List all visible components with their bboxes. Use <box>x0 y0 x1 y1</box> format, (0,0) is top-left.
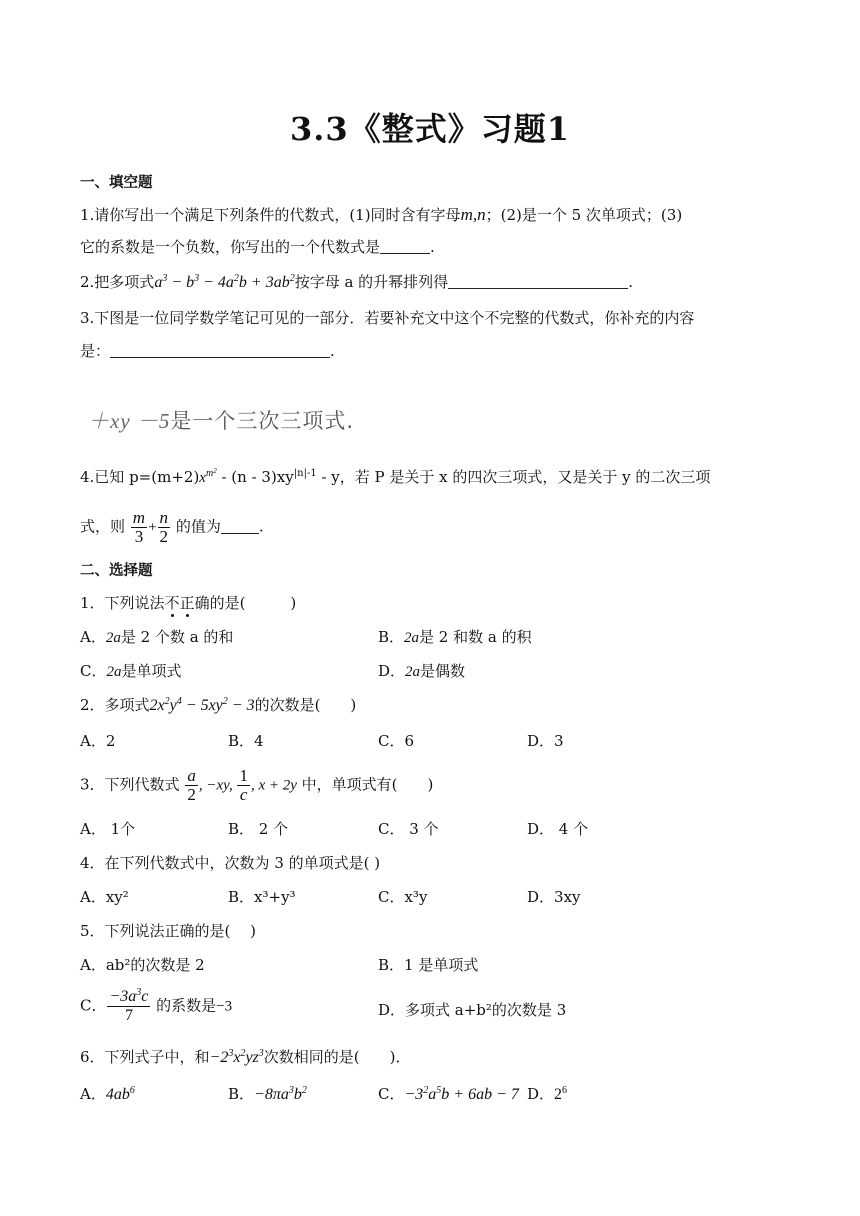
mc-question-4-option-d: D．3xy <box>527 888 581 906</box>
question-1-line-1: 1.请你写出一个满足下列条件的代数式，(1)同时含有字母m,n；(2)是一个 5 次单项式；(3) <box>80 205 683 224</box>
handwritten-note-image: ＋xy －5是一个三次三项式. <box>88 409 355 433</box>
answer-blank <box>448 274 628 289</box>
mc-question-5-option-c: C． $\frac{-3a^3c}{7}$ 的系数是−3 <box>80 987 233 1024</box>
mc-question-6-option-c: C．$-3^2a^5b + 6ab - 7$ <box>378 1085 519 1103</box>
mc-question-5: 5．下列说法正确的是( ) <box>80 922 257 940</box>
answer-blank <box>221 519 259 534</box>
mc-question-3-option-d: D． 4 个 <box>527 820 589 838</box>
mc-question-6-option-a: A．$4ab^6$ <box>80 1085 135 1103</box>
mc-question-1-option-c: C．2a是单项式 <box>80 662 182 680</box>
section-heading-fill-in: 一、填空题 <box>80 175 153 191</box>
question-2: 2.把多项式$a^3 - b^3 - 4a^2b + 3ab^2$按字母 a 的升幂排列得 . <box>80 273 633 291</box>
section-heading-multiple-choice: 二、选择题 <box>80 563 153 579</box>
mc-question-2-option-d: D．3 <box>527 732 564 750</box>
mc-question-2-option-b: B．4 <box>228 732 264 750</box>
mc-question-6-option-d: D．$2^6$ <box>527 1085 568 1103</box>
question-4-line-2: 式，则 $\frac{m}{3}$ + $\frac{n}{2}$ 的值为 . <box>80 508 264 546</box>
mc-question-3-option-c: C． 3 个 <box>378 820 439 838</box>
mc-question-4-option-c: C．x³y <box>378 888 428 906</box>
mc-question-3: 3．下列代数式 $\frac{a}{2}$ , −xy, $\frac{1}{c}$ , x + 2y 中，单项式有( ) <box>80 766 434 804</box>
answer-blank <box>380 239 430 254</box>
mc-question-4-option-b: B．x³+y³ <box>228 888 296 906</box>
mc-question-3-option-a: A． 1个 <box>80 820 136 838</box>
mc-question-1-option-b: B．2a是 2 和数 a 的积 <box>378 628 532 646</box>
mc-question-2: 2．多项式$2x^2y^4 - 5xy^2 - 3$的次数是( ) <box>80 696 357 714</box>
mc-question-6-option-b: B．$-8\pi a^3b^2$ <box>228 1085 307 1103</box>
mc-question-1: 1．下列说法不正确的是( ) <box>80 594 297 612</box>
mc-question-5-option-a: A．ab²的次数是 2 <box>80 956 205 974</box>
question-3-line-2: 是： . <box>80 342 335 360</box>
question-3-line-1: 3.下图是一位同学数学笔记可见的一部分．若要补充文中这个不完整的代数式，你补充的内容 <box>80 309 695 327</box>
question-4-line-1: 4.已知 $p=(m+2)x^{m^2} - (n - 3)xy^{|n|-1} - y$，若 P 是关于 x 的四次三项式，又是关于 y 的二次三项 <box>80 467 711 486</box>
mc-question-1-option-d: D．2a是偶数 <box>378 662 466 680</box>
question-1-line-2: 它的系数是一个负数，你写出的一个代数式是 . <box>80 238 435 256</box>
mc-question-5-option-b: B．1 是单项式 <box>378 956 479 974</box>
mc-question-6: 6．下列式子中，和$-2^3x^2yz^3$次数相同的是( )． <box>80 1048 411 1066</box>
mc-question-4-option-a: A．xy² <box>80 888 129 906</box>
answer-blank <box>110 343 330 358</box>
mc-question-2-option-c: C．6 <box>378 732 415 750</box>
mc-question-3-option-b: B． 2 个 <box>228 820 289 838</box>
page-title: 3.3《整式》习题1 <box>290 110 570 148</box>
mc-question-5-option-d: D．多项式 a+b²的次数是 3 <box>378 1001 567 1019</box>
mc-question-1-option-a: A．2a是 2 个数 a 的和 <box>80 628 234 646</box>
polynomial-expression: $a^3 - b^3 - 4a^2b + 3ab^2$ <box>154 273 295 291</box>
mc-question-2-option-a: A．2 <box>80 732 116 750</box>
mc-question-4: 4．在下列代数式中，次数为 3 的单项式是( ) <box>80 854 381 872</box>
